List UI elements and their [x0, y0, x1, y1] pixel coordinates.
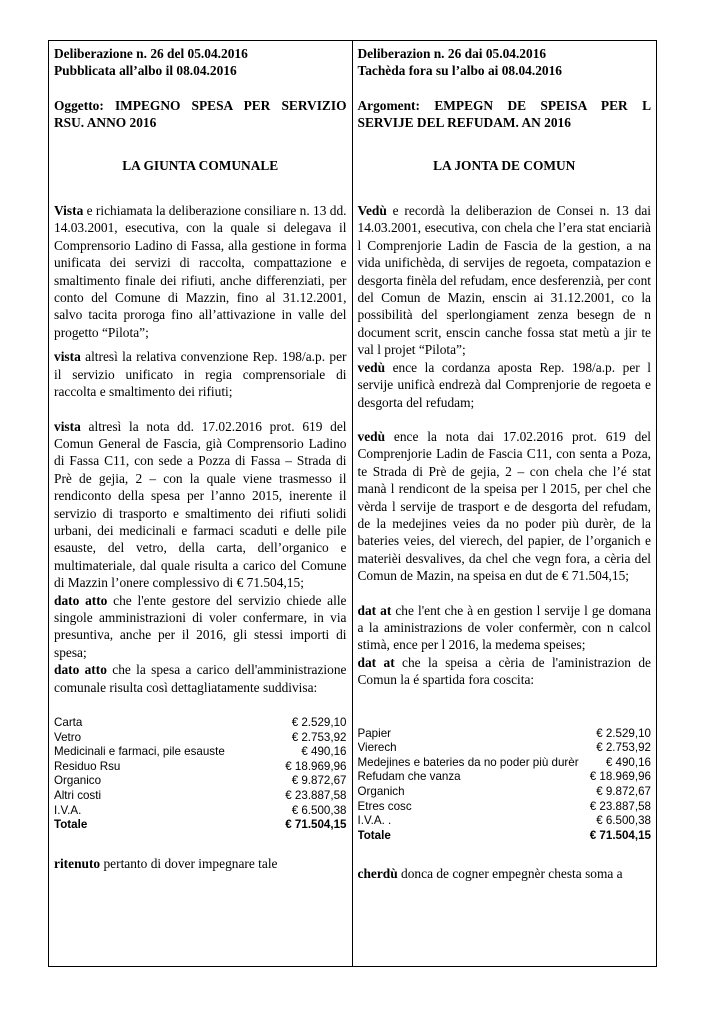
paragraph-lead: dat at [357, 602, 392, 618]
publication-date: Pubblicata all’albo il 08.04.2016 [54, 63, 237, 79]
deliberation-number: Deliberazione n. 26 del 05.04.2016 [54, 46, 248, 61]
paragraph-vedu-1 [358, 202, 652, 359]
cost-amount: € 490,16 [301, 745, 347, 759]
cost-amount: € 2.529,10 [291, 716, 347, 729]
cost-row [54, 745, 347, 760]
cost-row [358, 800, 652, 815]
paragraph-text: ence la cordanza aposta Rep. 198/a.p. per l servije unificà endrezà dal Comprenjorie de regoeta e desgorta del refudam; [357, 359, 651, 410]
document-table [48, 40, 657, 967]
cost-row [358, 770, 652, 785]
cost-row [54, 804, 347, 819]
paragraph-lead: ritenuto [54, 855, 101, 871]
cost-row [54, 716, 347, 731]
cost-label: I.V.A. [54, 803, 82, 817]
cost-amount: € 9.872,67 [291, 774, 347, 788]
subject-line: Oggetto: IMPEGNO SPESA PER SERVIZIO RSU. ANNO 2016 [54, 97, 347, 131]
cost-row [54, 760, 347, 775]
cost-amount: € 71.504,15 [285, 818, 347, 832]
council-title: LA JONTA DE COMUN [433, 157, 576, 173]
cost-label: Totale [54, 818, 88, 832]
paragraph-dat-at-1 [358, 602, 652, 654]
cost-amount: € 6.500,38 [291, 803, 347, 817]
paragraph-text: ence la nota dai 17.02.2016 prot. 619 del Comprenjorie Ladin de Fascia C11, con senta a Poza, te Strada di Prè de gejia, 2 – con chela che l’é stat manà l rendicont de la speisa per l 2015, per chel che vèrda l servije de trasport e de desgorta del refudam, de la medejines veies da no poder più durèr, de la bateries veies, del vierech, del papier, de l’organich e materièi desvalives, da chel che vegn fora, a cèria del Comun de Mazin, na speisa en dut de € 71.504,15; [357, 428, 651, 584]
cost-row [358, 756, 652, 771]
paragraph-text: e richiamata la deliberazione consiliare n. 13 dd. 14.03.2001, esecutiva, con la quale si delegava il Comprensorio Ladino di Fassa, alla gestione in forma unificata dei servizi di raccolta, compattazione e smaltimento finale dei rifiuti, anche differenziati, per conto del Comune di Mazzin, fino al 31.12.2001, salvo tacita proroga fino all’attivazione in valle del progetto “Pilota”; [54, 203, 347, 340]
cost-row [358, 785, 652, 800]
deliberation-number: Deliberazion n. 26 dai 05.04.2016 [357, 46, 547, 61]
cost-amount: € 6.500,38 [596, 814, 651, 828]
cost-label: Etres cosc [357, 799, 412, 813]
paragraph-lead: vedù [357, 428, 386, 444]
cost-amount: € 18.969,96 [285, 759, 347, 773]
cost-row [358, 829, 652, 844]
council-title: LA GIUNTA COMUNALE [122, 157, 279, 173]
cost-label: Vierech [357, 741, 397, 755]
paragraph-text: altresì la nota dd. 17.02.2016 prot. 619 del Comun General de Fascia, già Comprensorio Ladino di Fassa C11, con sede a Pozza di Fassa – Strada di Prè de gejia, 2 – con la quale viene trasmesso il rendiconto della spesa per l’anno 2015, inerente il servizio di trasporto e smaltimento dei rifiuti solidi urbani, dei medicinali e farmaci scaduti e delle pile esauste, del vetro, della carta, dell’organico e multimateriale, dal quale risulta a carico del Comune di Mazzin l’onere complessivo di € 71.504,15; [54, 418, 347, 591]
paragraph-lead: vista [54, 349, 81, 365]
paragraph-cherdu [358, 865, 652, 882]
cost-table [358, 727, 652, 844]
cost-label: Altri costi [54, 788, 102, 802]
cost-row [54, 731, 347, 746]
cost-row [54, 789, 347, 804]
cost-table [54, 716, 347, 833]
paragraph-text: e recordà la deliberazion de Consei n. 13 dai 14.03.2001, esecutiva, con chela che l’era stat enciarià l Comprenjorie Ladin de Fascia de la gestion, a na vida unifichèda, di servijes de regoeta, compatazion e desgorta finèla del refudam, ence desferenzià, per cont del Comun de Mazin, enscin ai 31.12.2001, co la possibilità del sperlongiament zenza besegn de n document scrit, enscin canche fossa stat metù a jir te val l projet “Pilota”; [357, 203, 651, 358]
paragraph-lead: vista [54, 418, 81, 434]
paragraph-vista-1 [54, 202, 347, 341]
cost-label: I.V.A. . [357, 814, 392, 828]
cost-label: Carta [54, 716, 83, 729]
cost-label: Totale [357, 828, 391, 842]
paragraph-text: altresì la relativa convenzione Rep. 198/a.p. per il servizio unificato in regia comprensoriale di raccolta e smaltimento dei rifiuti; [54, 349, 347, 400]
paragraph-dat-at-2 [358, 654, 652, 689]
paragraph-text: pertanto di dover impegnare tale [100, 855, 278, 871]
cost-label: Vetro [54, 730, 82, 744]
ladin-column [353, 41, 657, 966]
cost-amount: € 23.887,58 [589, 799, 651, 813]
paragraph-ritenuto [54, 855, 347, 872]
paragraph-text: donca de cogner empegnèr chesta soma a [397, 866, 623, 882]
paragraph-text: che la spesa a carico dell'amministrazione comunale risulta così dettagliatamente suddivisa: [54, 662, 347, 695]
cost-amount: € 2.529,10 [596, 726, 651, 740]
paragraph-vista-3 [54, 418, 347, 592]
cost-label: Organich [357, 784, 405, 798]
publication-date: Tachèda fora su l’albo ai 08.04.2016 [357, 63, 562, 79]
cost-row [54, 818, 347, 833]
paragraph-text: che l'ent che à en gestion l servije l ge domana a la aministrazions de voler confermèr, con n calcol stimà, ence per l 2016, la medema speises; [357, 602, 651, 653]
subject-line: Argoment: EMPEGN DE SPEISA PER L SERVIJE DEL REFUDAM. AN 2016 [357, 97, 651, 131]
paragraph-vedu-2 [358, 359, 652, 411]
paragraph-dato-atto-2 [54, 661, 347, 696]
paragraph-text: che l'ente gestore del servizio chiede alle singole amministrazioni di voler confermare, in via presuntiva, anche per il 2016, gli stessi importi di spesa; [54, 592, 347, 660]
cost-amount: € 9.872,67 [596, 784, 651, 798]
paragraph-lead: Vedù [357, 203, 387, 219]
cost-label: Refudam che vanza [357, 770, 461, 784]
cost-row [358, 727, 652, 742]
paragraph-text: che la speisa a cèria de l'aministrazion de Comun la é spartida fora coscita: [357, 654, 652, 688]
cost-row [358, 741, 652, 756]
paragraph-lead: cherdù [357, 866, 398, 882]
cost-amount: € 18.969,96 [589, 770, 651, 784]
cost-amount: € 2.753,92 [291, 730, 347, 744]
paragraph-vedu-3 [358, 428, 652, 585]
cost-label: Papier [357, 726, 392, 740]
paragraph-lead: dato atto [54, 592, 108, 608]
paragraph-lead: dato atto [54, 662, 107, 678]
paragraph-lead: Vista [54, 203, 84, 219]
italian-column [49, 41, 353, 966]
cost-label: Medejines e bateries da no poder più durèr [357, 755, 579, 769]
paragraph-dato-atto-1 [54, 592, 347, 662]
cost-amount: € 23.887,58 [285, 788, 347, 802]
cost-label: Medicinali e farmaci, pile esauste [54, 745, 225, 759]
cost-amount: € 2.753,92 [596, 741, 651, 755]
cost-label: Residuo Rsu [54, 759, 121, 773]
cost-row [358, 814, 652, 829]
paragraph-lead: dat at [357, 654, 395, 670]
cost-label: Organico [54, 774, 102, 788]
paragraph-lead: vedù [357, 359, 386, 375]
cost-amount: € 490,16 [605, 755, 651, 769]
cost-row [54, 774, 347, 789]
cost-amount: € 71.504,15 [589, 828, 651, 842]
paragraph-vista-2 [54, 348, 347, 400]
